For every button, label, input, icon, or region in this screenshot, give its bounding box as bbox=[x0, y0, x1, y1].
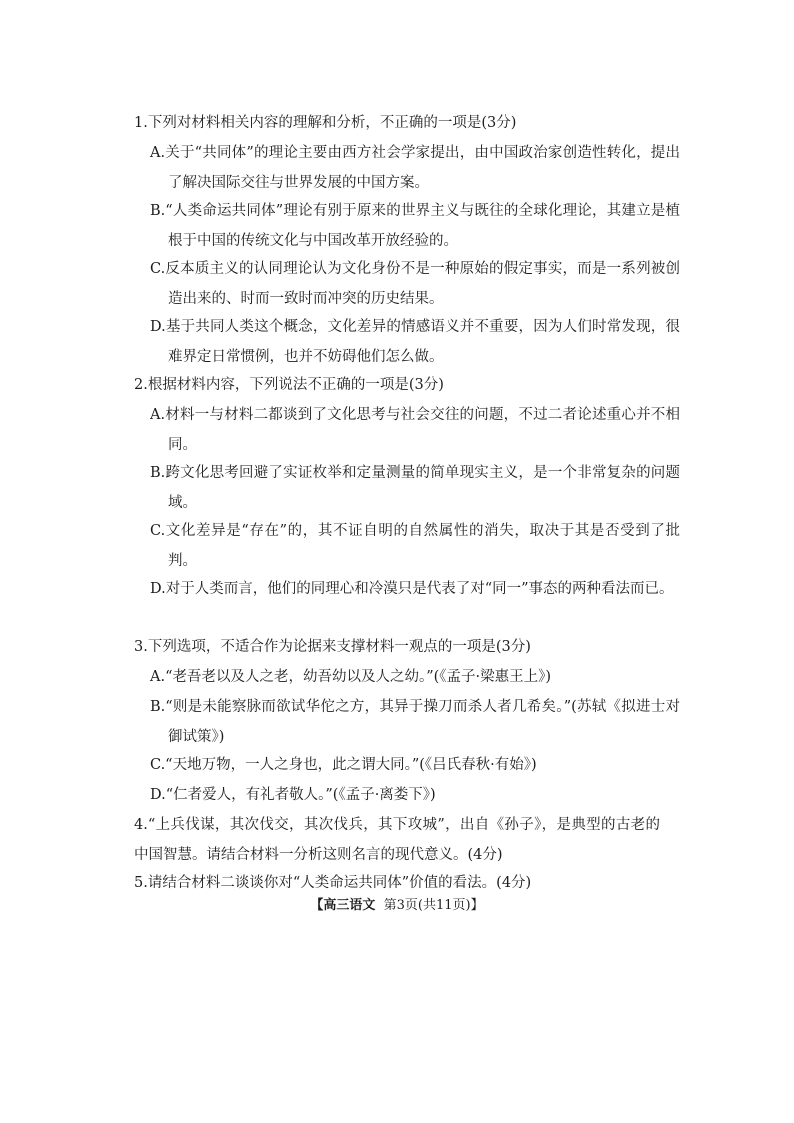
question-3-stem: 3.下列选项，不适合作为论据来支撑材料一观点的一项是(3分) bbox=[134, 639, 531, 655]
question-4-stem: 4.“上兵伐谋，其次伐交，其次伐兵，其下攻城”，出自《孙子》，是典型的古老的中国智慧。请结合材料一分析这则名言的现代意义。(4分) bbox=[134, 817, 660, 863]
question-2-option-a: A.材料一与材料二都谈到了文化思考与社会交往的问题，不过二者论述重心并不相同。 bbox=[150, 407, 680, 453]
question-1-option-b: B.“人类命运共同体”理论有别于原来的世界主义与既往的全球化理论，其建立是植根于中国的传统文化与中国改革开放经验的。 bbox=[150, 203, 680, 249]
question-5-stem: 5.请结合材料二谈谈你对“人类命运共同体”价值的看法。(4分) bbox=[134, 875, 532, 891]
question-1-option-a: A.关于“共同体”的理论主要由西方社会学家提出，由中国政治家创造性转化，提出了解决国际交往与世界发展的中国方案。 bbox=[150, 145, 680, 191]
question-3-option-c: C.“天地万物，一人之身也，此之谓大同。”(《吕氏春秋·有始》) bbox=[150, 757, 537, 773]
question-3-option-d: D.“仁者爱人，有礼者敬人。”(《孟子·离娄下》) bbox=[150, 787, 436, 803]
question-3-option-a: A.“老吾老以及人之老，幼吾幼以及人之幼。”(《孟子·梁惠王上》) bbox=[150, 669, 552, 685]
question-1-option-c: C.反本质主义的认同理论认为文化身份不是一种原始的假定事实，而是一系列被创造出来的、时而一致时而冲突的历史结果。 bbox=[150, 261, 680, 307]
footer-subject: 【高三语文 bbox=[310, 898, 376, 913]
question-1-stem: 1.下列对材料相关内容的理解和分析，不正确的一项是(3分) bbox=[134, 115, 517, 131]
question-2-stem: 2.根据材料内容，下列说法不正确的一项是(3分) bbox=[134, 377, 444, 393]
question-3-option-b: B.“则是未能察脉而欲试华佗之方，其异于操刀而杀人者几希矣。”(苏轼《拟进士对御试策》) bbox=[150, 699, 680, 745]
question-1-option-d: D.基于共同人类这个概念，文化差异的情感语义并不重要，因为人们时常发现，很难界定日常惯例，也并不妨碍他们怎么做。 bbox=[150, 319, 680, 365]
page-footer bbox=[0, 896, 794, 916]
footer-page-number: 第3页(共11页)】 bbox=[383, 898, 484, 913]
question-2-option-c: C.文化差异是“存在”的，其不证自明的自然属性的消失，取决于其是否受到了批判。 bbox=[150, 523, 680, 569]
question-2-option-d: D.对于人类而言，他们的同理心和冷漠只是代表了对“同一”事态的两种看法而已。 bbox=[150, 581, 674, 597]
question-2-option-b: B.跨文化思考回避了实证枚举和定量测量的简单现实主义，是一个非常复杂的问题域。 bbox=[150, 465, 680, 511]
